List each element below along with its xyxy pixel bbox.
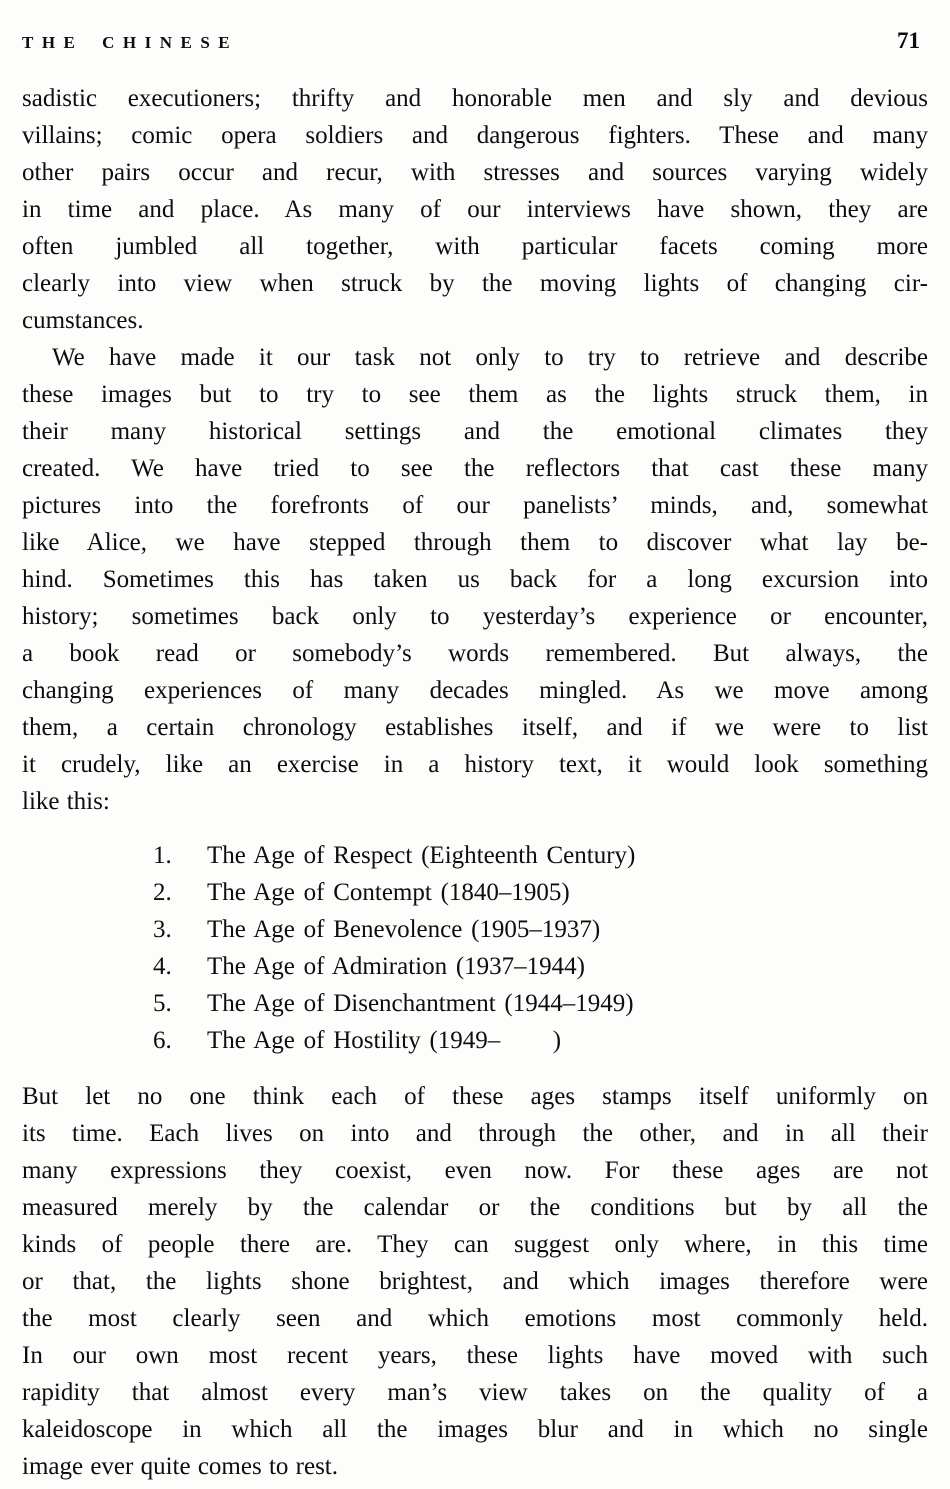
page-body [22, 80, 928, 1485]
list-item-text: The Age of Benevolence (1905–1937) [207, 916, 601, 943]
text-line: them, a certain chronology establishes itself, and if we were to list [22, 714, 928, 741]
text-line: other pairs occur and recur, with stresses and sources varying widely [22, 159, 928, 186]
text-line: In our own most recent years, these lights have moved with such [22, 1342, 928, 1369]
list-item [153, 911, 928, 948]
text-line: it crudely, like an exercise in a history text, it would look something [22, 751, 928, 778]
list-item-number: 2. [153, 879, 172, 906]
text-line: history; sometimes back only to yesterday’s experience or encounter, [22, 603, 928, 630]
list-item-text: The Age of Disenchantment (1944–1949) [207, 990, 634, 1017]
paragraph [22, 80, 928, 339]
ages-list [22, 837, 928, 1059]
list-item-number: 5. [153, 990, 172, 1017]
text-line: many expressions they coexist, even now. For these ages are not [22, 1157, 928, 1184]
text-line: a book read or somebody’s words remembered. But always, the [22, 640, 928, 667]
page-number: 71 [897, 28, 920, 53]
text-line: created. We have tried to see the reflectors that cast these many [22, 455, 928, 482]
text-line: rapidity that almost every man’s view takes on the quality of a [22, 1379, 928, 1406]
text-line: cumstances. [22, 307, 144, 334]
text-line: kinds of people there are. They can suggest only where, in this time [22, 1231, 928, 1258]
list-item-text: The Age of Contempt (1840–1905) [207, 879, 570, 906]
running-head-title: THE CHINESE [22, 33, 239, 52]
list-item-text: The Age of Hostility (1949– ) [207, 1027, 562, 1054]
text-line: pictures into the forefronts of our panelists’ minds, and, somewhat [22, 492, 928, 519]
list-item-text: The Age of Admiration (1937–1944) [207, 953, 585, 980]
paragraph [22, 1078, 928, 1485]
text-line: measured merely by the calendar or the conditions but by all the [22, 1194, 928, 1221]
list-item-number: 4. [153, 953, 172, 980]
text-line: or that, the lights shone brightest, and which images therefore were [22, 1268, 928, 1295]
text-line: We have made it our task not only to try to retrieve and describe [52, 344, 928, 371]
text-line: kaleidoscope in which all the images blur and in which no single [22, 1416, 928, 1443]
text-line: like Alice, we have stepped through them to discover what lay be- [22, 529, 928, 556]
text-line: image ever quite comes to rest. [22, 1453, 338, 1480]
text-line: in time and place. As many of our interviews have shown, they are [22, 196, 928, 223]
list-item [153, 874, 928, 911]
list-item-text: The Age of Respect (Eighteenth Century) [207, 842, 636, 869]
list-item [153, 1022, 928, 1059]
text-line: But let no one think each of these ages stamps itself uniformly on [22, 1083, 928, 1110]
list-item [153, 948, 928, 985]
text-line: hind. Sometimes this has taken us back for a long excursion into [22, 566, 928, 593]
text-line: villains; comic opera soldiers and dangerous fighters. These and many [22, 122, 928, 149]
text-line: like this: [22, 788, 110, 815]
text-line: its time. Each lives on into and through the other, and in all their [22, 1120, 928, 1147]
paragraph [22, 339, 928, 820]
text-line: often jumbled all together, with particular facets coming more [22, 233, 928, 260]
text-line: sadistic executioners; thrifty and honorable men and sly and devious [22, 85, 928, 112]
list-item [153, 837, 928, 874]
text-line: changing experiences of many decades mingled. As we move among [22, 677, 928, 704]
page-header [22, 28, 928, 66]
list-item-number: 1. [153, 842, 172, 869]
text-line: the most clearly seen and which emotions most commonly held. [22, 1305, 928, 1332]
list-item [153, 985, 928, 1022]
text-line: their many historical settings and the emotional climates they [22, 418, 928, 445]
list-item-number: 6. [153, 1027, 172, 1054]
list-item-number: 3. [153, 916, 172, 943]
text-line: these images but to try to see them as the lights struck them, in [22, 381, 928, 408]
text-line: clearly into view when struck by the moving lights of changing cir- [22, 270, 928, 297]
